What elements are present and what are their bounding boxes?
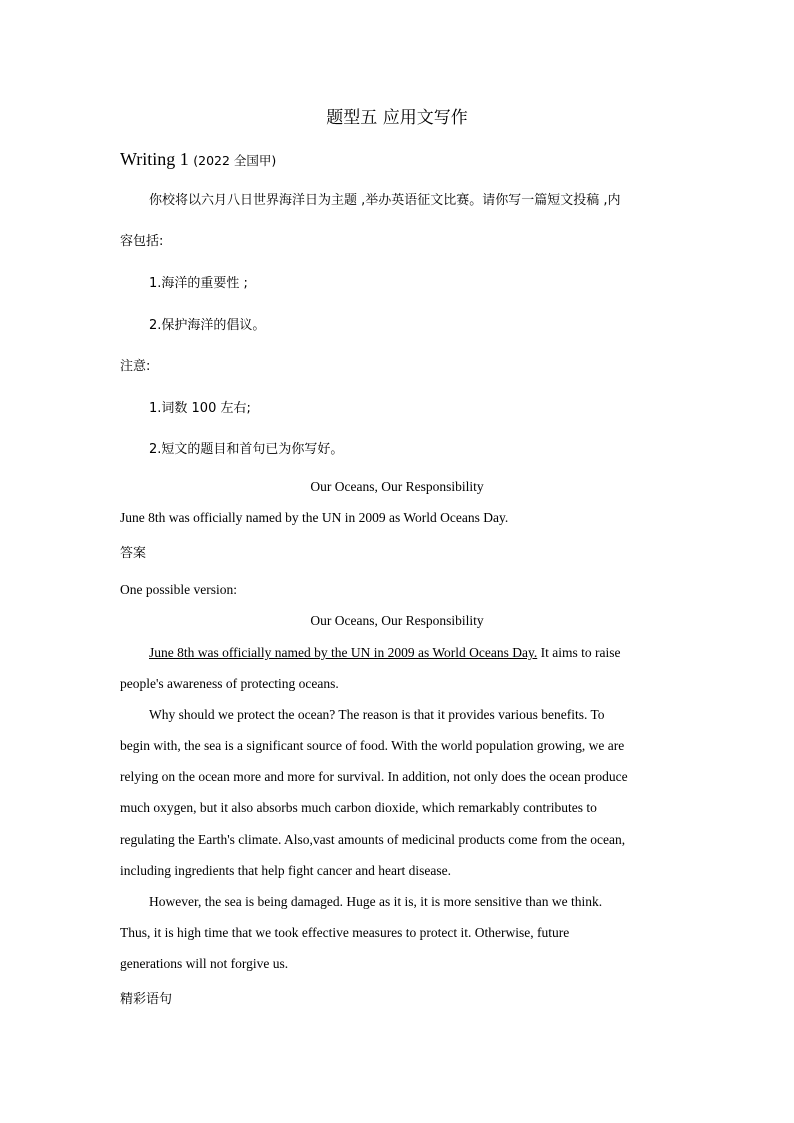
- answer-paragraph-1-line-2: people's awareness of protecting oceans.: [120, 676, 339, 691]
- writing-heading-source: (2022 全国甲): [193, 153, 277, 168]
- content-item-2: 2.保护海洋的倡议。: [149, 318, 266, 333]
- answer-paragraph-3-line-2: Thus, it is high time that we took effective measures to protect it. Otherwise, future: [120, 925, 570, 940]
- answer-paragraph-3-line-1: However, the sea is being damaged. Huge as it is, it is more sensitive than we think.: [149, 894, 603, 909]
- answer-paragraph-2-line-4: much oxygen, but it also absorbs much carbon dioxide, which remarkably contributes to: [120, 800, 597, 815]
- prompt-line-2: 容包括:: [120, 234, 164, 249]
- answer-paragraph-3-line-3: generations will not forgive us.: [120, 956, 289, 971]
- essay-title: Our Oceans, Our Responsibility: [310, 479, 484, 494]
- content-item-1: 1.海洋的重要性 ;: [149, 276, 248, 291]
- notice-label: 注意:: [120, 359, 151, 374]
- paragraph-1-continuation: It aims to raise: [537, 645, 621, 660]
- prompt-line-1: 你校将以六月八日世界海洋日为主题 ,举办英语征文比赛。请你写一篇短文投稿 ,内: [149, 193, 621, 208]
- notice-item-2: 2.短文的题目和首句已为你写好。: [149, 442, 344, 457]
- writing-heading-main: Writing 1: [120, 149, 189, 169]
- answer-label: 答案: [120, 546, 147, 561]
- answer-paragraph-2-line-2: begin with, the sea is a significant source of food. With the world population growing, we are: [120, 738, 625, 753]
- given-first-sentence: June 8th was officially named by the UN in 2009 as World Oceans Day.: [120, 510, 509, 525]
- answer-paragraph-2-line-5: regulating the Earth's climate. Also,vast amounts of medicinal products come from the ocean,: [120, 832, 626, 847]
- version-label: One possible version:: [120, 582, 237, 597]
- writing-heading: [120, 149, 276, 171]
- underlined-given-sentence: June 8th was officially named by the UN in 2009 as World Oceans Day.: [149, 645, 538, 660]
- answer-paragraph-2-line-1: Why should we protect the ocean? The reason is that it provides various benefits. To: [149, 707, 605, 722]
- notice-item-1: 1.词数 100 左右;: [149, 401, 251, 416]
- answer-paragraph-1-line-1: [149, 645, 620, 661]
- page-title: 题型五 应用文写作: [326, 108, 468, 128]
- answer-paragraph-2-line-6: including ingredients that help fight cancer and heart disease.: [120, 863, 452, 878]
- answer-essay-title: Our Oceans, Our Responsibility: [310, 613, 484, 628]
- answer-paragraph-2-line-3: relying on the ocean more and more for survival. In addition, not only does the ocean produce: [120, 769, 628, 784]
- highlights-label: 精彩语句: [120, 992, 173, 1007]
